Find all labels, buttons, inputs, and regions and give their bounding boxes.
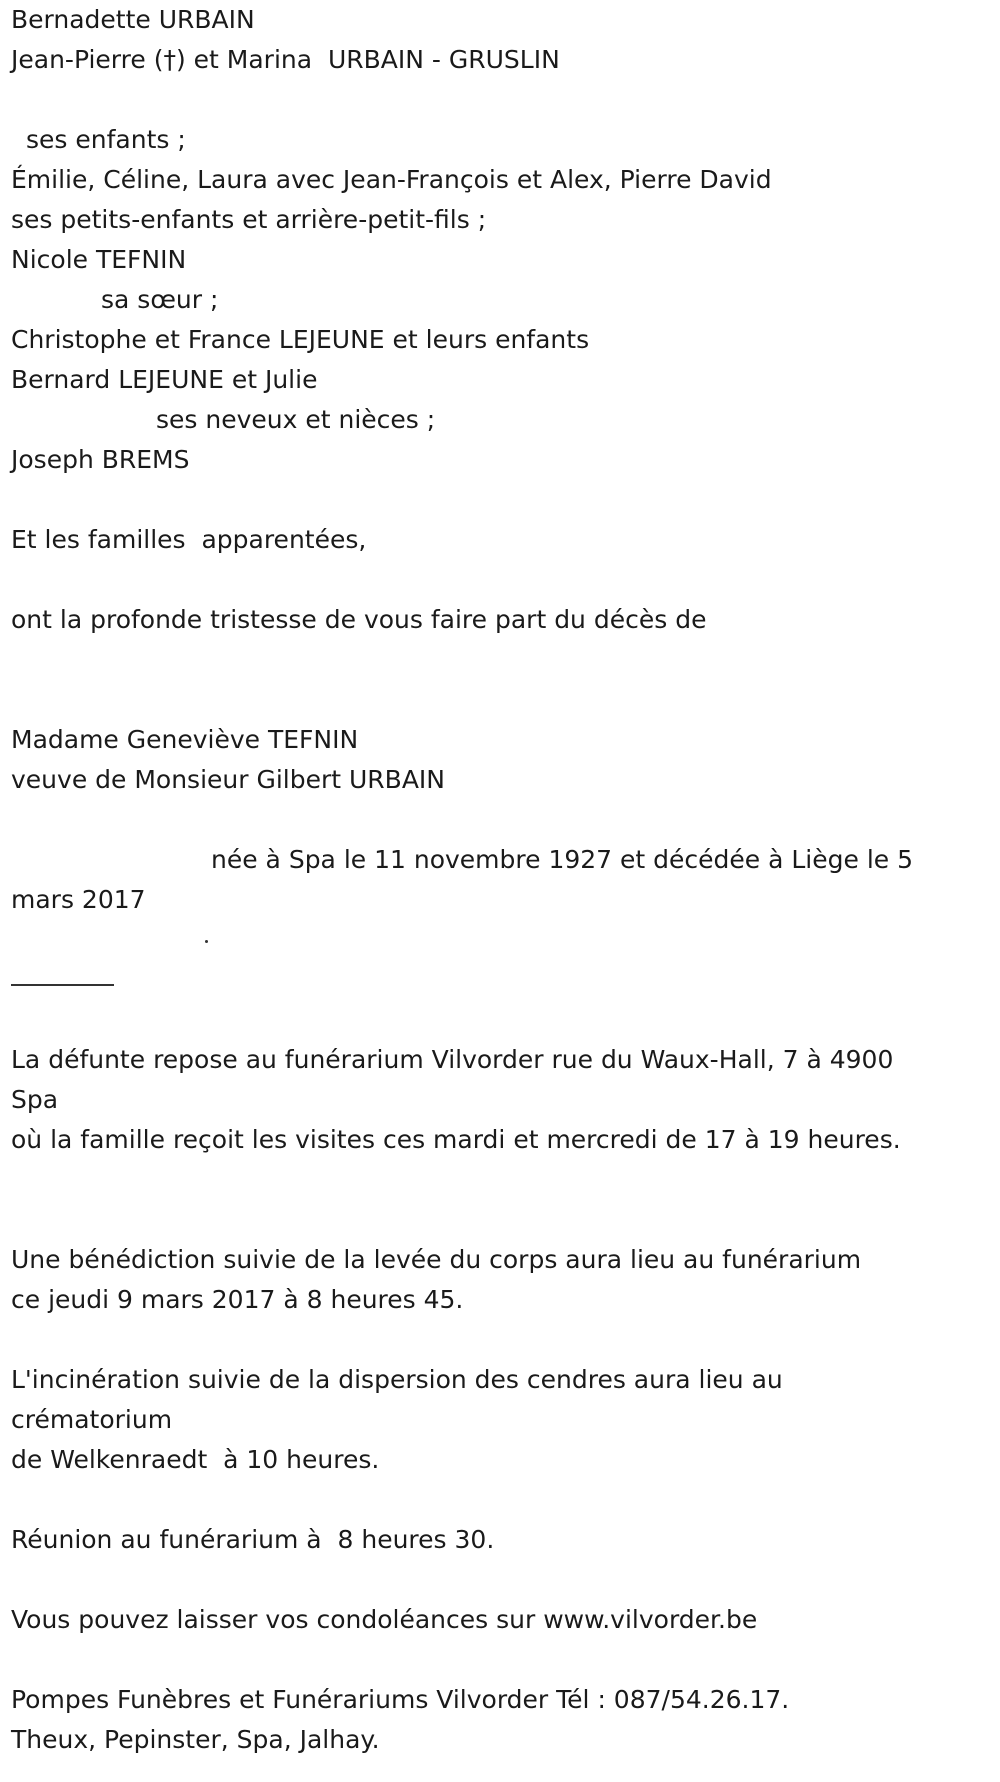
- nephew-line-2: Bernard LEJEUNE et Julie: [11, 365, 318, 394]
- spacer: [11, 560, 986, 600]
- spacer: [11, 640, 986, 720]
- sister-name: Nicole TEFNIN: [11, 245, 187, 274]
- spacer: [11, 1320, 986, 1360]
- spacer: [11, 1560, 986, 1600]
- children-label: ses enfants ;: [26, 125, 186, 154]
- funeral-home-line-2: Theux, Pepinster, Spa, Jalhay.: [11, 1725, 380, 1754]
- dot-separator: [11, 920, 986, 960]
- spacer: [11, 80, 986, 120]
- birth-death-line-1: née à Spa le 11 novembre 1927 et décédée à Liège le 5: [211, 845, 914, 874]
- spacer: [11, 800, 986, 840]
- nephew-line-1: Christophe et France LEJEUNE et leurs enfants: [11, 325, 590, 354]
- horizontal-rule: [11, 960, 986, 1000]
- funeral-home-line-1: Pompes Funèbres et Funérariums Vilvorder Tél : 087/54.26.17.: [11, 1685, 790, 1714]
- other-relative: Joseph BREMS: [11, 445, 190, 474]
- related-families: Et les familles apparentées,: [11, 525, 367, 554]
- condolences-line: Vous pouvez laisser vos condoléances sur www.vilvorder.be: [11, 1605, 758, 1634]
- deceased-widow-of: veuve de Monsieur Gilbert URBAIN: [11, 765, 446, 794]
- birth-death-line-2: mars 2017: [11, 885, 146, 914]
- obituary-document: [11, 0, 986, 1760]
- spacer: [11, 480, 986, 520]
- sister-label: sa sœur ;: [101, 285, 219, 314]
- family-line-2: Jean-Pierre (†) et Marina URBAIN - GRUSLIN: [11, 45, 560, 74]
- blessing-line-1: Une bénédiction suivie de la levée du corps aura lieu au funérarium: [11, 1245, 862, 1274]
- blessing-line-2: ce jeudi 9 mars 2017 à 8 heures 45.: [11, 1285, 464, 1314]
- cremation-line-1: L'incinération suivie de la dispersion des cendres aura lieu au: [11, 1365, 783, 1394]
- grandchildren-names: Émilie, Céline, Laura avec Jean-François et Alex, Pierre David: [11, 165, 772, 194]
- rest-line-1: La défunte repose au funérarium Vilvorder rue du Waux-Hall, 7 à 4900: [11, 1045, 894, 1074]
- spacer: [11, 1640, 986, 1680]
- meeting-line: Réunion au funérarium à 8 heures 30.: [11, 1525, 495, 1554]
- spacer: [11, 1160, 986, 1240]
- grandchildren-label: ses petits-enfants et arrière-petit-fils ;: [11, 205, 487, 234]
- spacer: [11, 1000, 986, 1040]
- announcement-intro: ont la profonde tristesse de vous faire part du décès de: [11, 605, 707, 634]
- spacer: [11, 1480, 986, 1520]
- nephews-label: ses neveux et nièces ;: [156, 405, 436, 434]
- cremation-line-2: crématorium: [11, 1405, 173, 1434]
- visits-line: où la famille reçoit les visites ces mardi et mercredi de 17 à 19 heures.: [11, 1125, 901, 1154]
- family-line-1: Bernadette URBAIN: [11, 5, 255, 34]
- rest-line-2: Spa: [11, 1085, 59, 1114]
- deceased-name: Madame Geneviève TEFNIN: [11, 725, 359, 754]
- cremation-line-3: de Welkenraedt à 10 heures.: [11, 1445, 380, 1474]
